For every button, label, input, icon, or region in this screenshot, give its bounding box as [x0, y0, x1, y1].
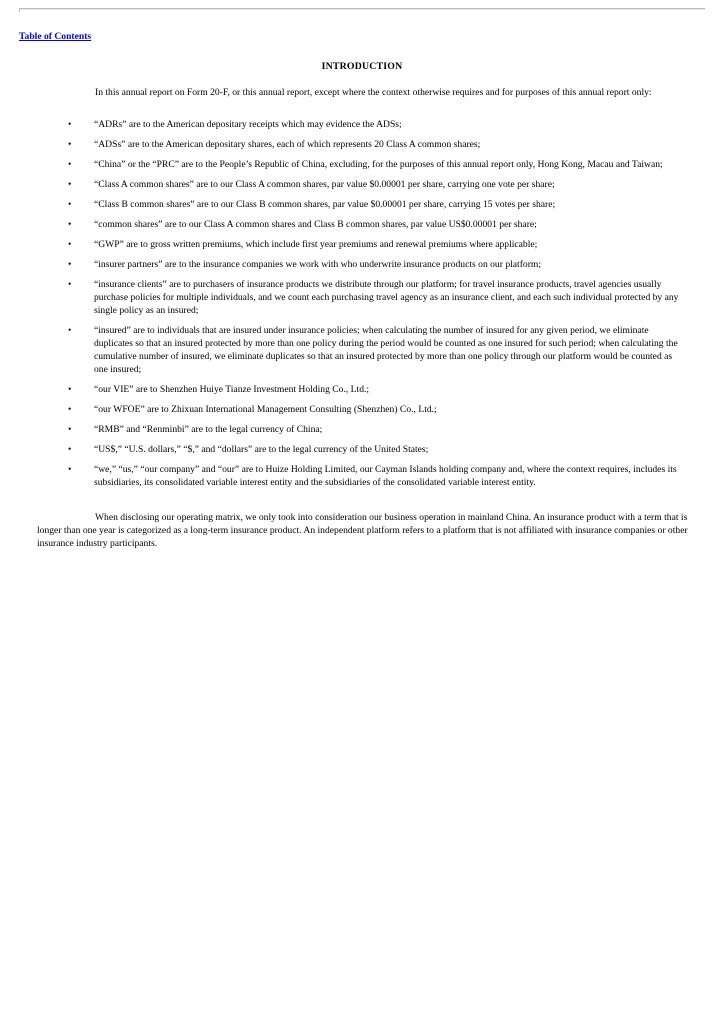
bullet-icon: • — [68, 139, 72, 150]
list-item — [0, 324, 680, 376]
definition-text: “GWP” are to gross written premiums, which include first year premiums and renewal premiums where applicable; — [94, 239, 538, 250]
list-item — [0, 158, 680, 171]
list-item — [0, 443, 680, 456]
intro-paragraph: In this annual report on Form 20-F, or this annual report, except where the context otherwise requires and for purposes of this annual report only: — [95, 87, 652, 98]
table-of-contents-link[interactable]: Table of Contents — [19, 31, 92, 42]
definition-text: “China” or the “PRC” are to the People’s Republic of China, excluding, for the purposes of this annual report only, Hong Kong, Macau and Taiwan; — [94, 159, 663, 170]
definition-text: “Class A common shares” are to our Class A common shares, par value $0.00001 per share, carrying one vote per share; — [94, 179, 555, 190]
bullet-icon: • — [68, 325, 72, 336]
list-item — [0, 218, 680, 231]
definition-text: “Class B common shares” are to our Class B common shares, par value $0.00001 per share, carrying 15 votes per share; — [94, 199, 556, 210]
definition-text: “RMB” and “Renminbi” are to the legal currency of China; — [94, 424, 323, 435]
list-item — [0, 278, 680, 317]
definition-text: “ADRs” are to the American depositary receipts which may evidence the ADSs; — [94, 119, 402, 130]
definition-text: “US$,” “U.S. dollars,” “$,” and “dollars” are to the legal currency of the United States; — [94, 444, 429, 455]
definition-text: “ADSs” are to the American depositary shares, each of which represents 20 Class A common shares; — [94, 139, 481, 150]
list-item — [0, 258, 680, 271]
definition-text: “insurance clients” are to purchasers of insurance products we distribute through our platform; for travel insurance products, travel agencies usually purchase policies for multiple individuals, and we count each purchasing travel agency as an insurance client, and each such individual protected by any single policy as an insured; — [94, 279, 679, 316]
bullet-icon: • — [68, 219, 72, 230]
bullet-icon: • — [68, 199, 72, 210]
bullet-icon: • — [68, 239, 72, 250]
list-item — [0, 178, 680, 191]
list-item — [0, 403, 680, 416]
definition-text: “our WFOE” are to Zhixuan International Management Consulting (Shenzhen) Co., Ltd.; — [94, 404, 437, 415]
top-divider-tick — [19, 8, 20, 12]
bullet-icon: • — [68, 384, 72, 395]
bullet-icon: • — [68, 179, 72, 190]
definitions-list — [0, 118, 724, 496]
definition-text: “common shares” are to our Class A common shares and Class B common shares, par value US$0.00001 per share; — [94, 219, 537, 230]
list-item — [0, 138, 680, 151]
definition-text: “we,” “us,” “our company” and “our” are to Huize Holding Limited, our Cayman Islands holding company and, where the context requires, includes its subsidiaries, its consolidated variable interest entity and the subsidiaries of the consolidated variable interest entity. — [94, 464, 677, 488]
list-item — [0, 423, 680, 436]
bullet-icon: • — [68, 444, 72, 455]
bullet-icon: • — [68, 464, 72, 475]
bullet-icon: • — [68, 424, 72, 435]
bullet-icon: • — [68, 259, 72, 270]
list-item — [0, 198, 680, 211]
section-title: INTRODUCTION — [321, 61, 403, 72]
definition-text: “insurer partners” are to the insurance companies we work with who underwrite insurance products on our platform; — [94, 259, 542, 270]
definition-text: “our VIE” are to Shenzhen Huiye Tianze Investment Holding Co., Ltd.; — [94, 384, 370, 395]
definition-text: “insured” are to individuals that are insured under insurance policies; when calculating the number of insured for any given period, we eliminate duplicates so that an insured protected by more than one policy during the period would be counted as one insured for such period; when calculating the cumulative number of insured, we eliminate duplicates so that an insured protected by more than one policy through our platform would be counted as one insured; — [94, 325, 678, 375]
bullet-icon: • — [68, 159, 72, 170]
bullet-icon: • — [68, 404, 72, 415]
list-item — [0, 238, 680, 251]
bullet-icon: • — [68, 119, 72, 130]
bullet-icon: • — [68, 279, 72, 290]
list-item — [0, 463, 680, 489]
closing-paragraph: When disclosing our operating matrix, we only took into consideration our business operation in mainland China. An insurance product with a term that is longer than one year is categorized as a long-term insurance product. An independent platform refers to a platform that is not affiliated with insurance companies or other insurance industry participants. — [37, 512, 688, 549]
list-item — [0, 118, 680, 131]
top-divider — [19, 8, 705, 10]
list-item — [0, 383, 680, 396]
